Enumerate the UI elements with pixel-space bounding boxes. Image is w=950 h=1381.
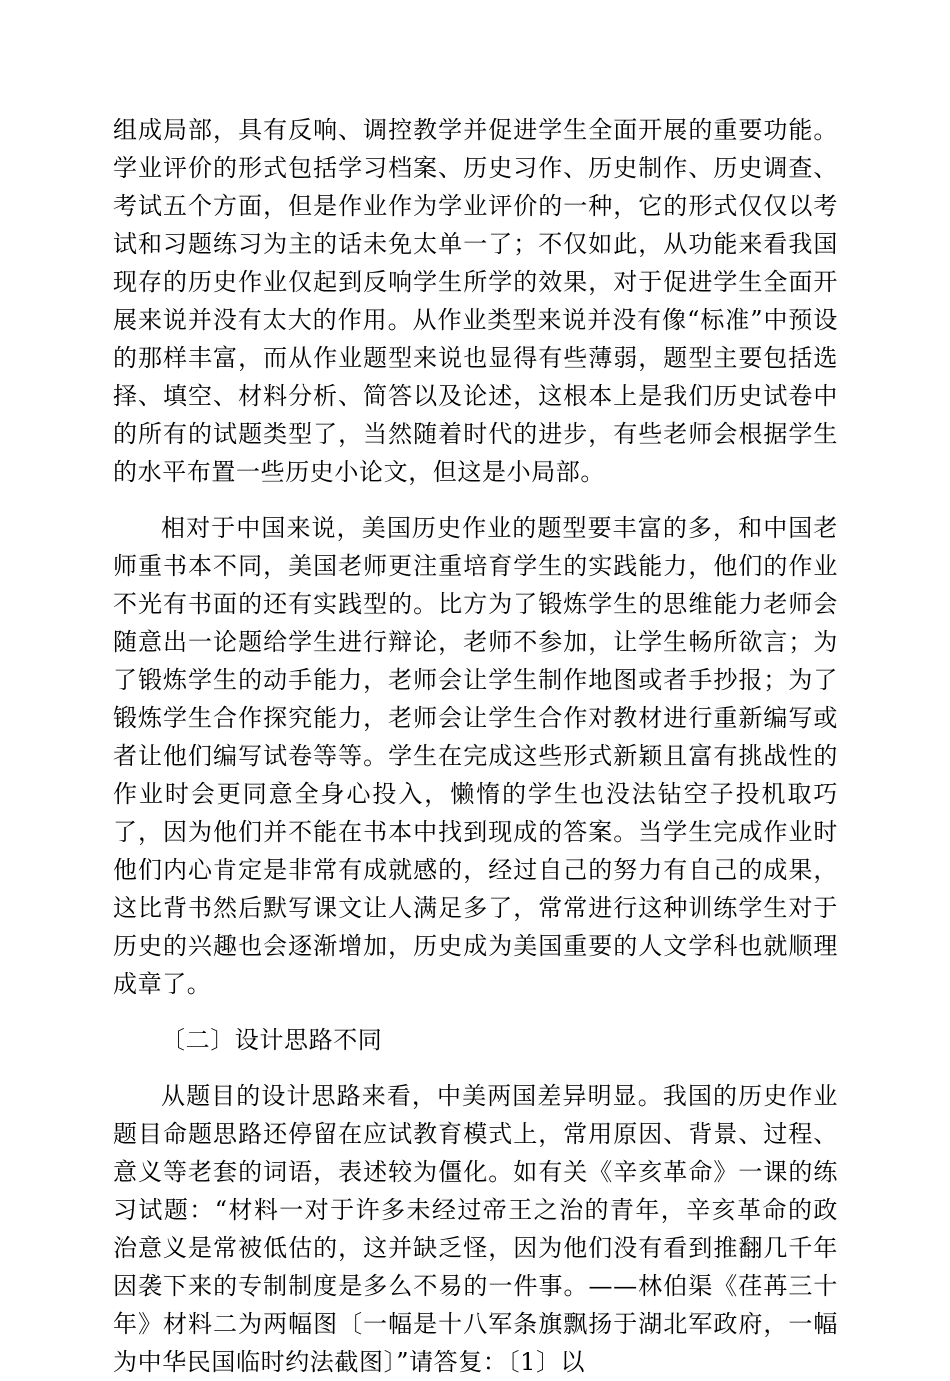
paragraph-us-homework: 相对于中国来说，美国历史作业的题型要丰富的多，和中国老师重书本不同，美国老师更注重培育学生的实践能力，他们的作业不光有书面的还有实践型的。比方为了锻炼学生的思维能力老师会随意出一论题给学生进行辩论，老师不参加，让学生畅所欲言；为了锻炼学生的动手能力，老师会让学生制作地图或者手抄报；为了锻炼学生合作探究能力，老师会让学生合作对教材进行重新编写或者让他们编写试卷等等。学生在完成这些形式新颖且富有挑战性的作业时会更同意全身心投入，懒惰的学生也没法钻空子投机取巧了，因为他们并不能在书本中找到现成的答案。当学生完成作业时他们内心肯定是非常有成就感的，经过自己的努力有自己的成果，这比背书然后默写课文让人满足多了，常常进行这种训练学生对于历史的兴趣也会逐渐增加，历史成为美国重要的人文学科也就顺理成章了。 <box>113 514 838 998</box>
paragraph-gap <box>113 1059 838 1077</box>
paragraph-gap <box>113 1003 838 1021</box>
section-heading: 〔二〕设计思路不同 <box>161 1026 383 1054</box>
paragraph-continuation: 组成局部，具有反响、调控教学并促进学生全面开展的重要功能。学业评价的形式包括学习档案、历史习作、历史制作、历史调查、考试五个方面，但是作业作为学业评价的一种，它的形式仅仅以考试和习题练习为主的话未免太单一了；不仅如此，从功能来看我国现存的历史作业仅起到反响学生所学的效果，对于促进学生全面开展来说并没有太大的作用。从作业类型来说并没有像“标准”中预设的那样丰富，而从作业题型来说也显得有些薄弱，题型主要包括选择、填空、材料分析、简答以及论述，这根本上是我们历史试卷中的所有的试题类型了，当然随着时代的进步，有些老师会根据学生的水平布置一些历史小论文，但这是小局部。 <box>113 116 838 486</box>
paragraph-design-approach: 从题目的设计思路来看，中美两国差异明显。我国的历史作业题目命题思路还停留在应试教育模式上，常用原因、背景、过程、意义等老套的词语，表述较为僵化。如有关《辛亥革命》一课的练习试题：“材料一对于许多未经过帝王之治的青年，辛亥革命的政治意义是常被低估的，这并缺乏怪，因为他们没有看到推翻几千年因袭下来的专制制度是多么不易的一件事。——林伯渠《荏苒三十年》材料二为两幅图〔一幅是十八军条旗飘扬于湖北军政府，一幅为中华民国临时约法截图〕”请答复：〔1〕以 <box>113 1082 838 1376</box>
paragraph-gap <box>113 491 838 509</box>
document-body <box>113 111 838 1381</box>
